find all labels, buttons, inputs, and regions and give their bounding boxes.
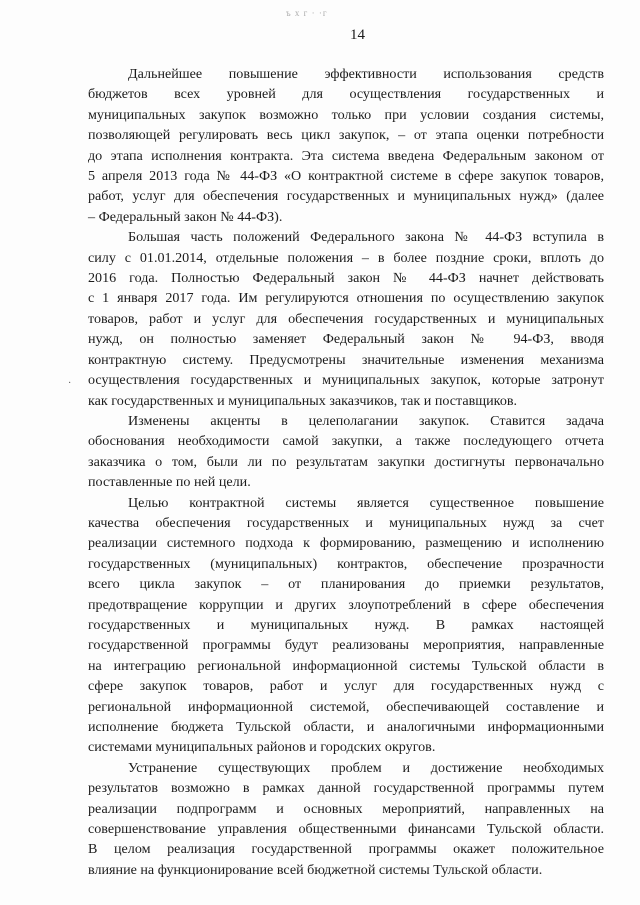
text-line: реализации системного подхода к формированию, размещению и исполнению	[88, 535, 604, 552]
text-line: государственных и муниципальных нужд. В рамках настоящей	[88, 616, 604, 633]
text-line: – Федеральный закон № 44-ФЗ).	[88, 208, 283, 225]
paragraph	[88, 64, 604, 227]
text-line: совершенствование управления общественными финансами Тульской области.	[88, 821, 604, 838]
text-line: на интеграцию региональной информационной системы Тульской области в	[88, 657, 604, 674]
text-line: до этапа исполнения контракта. Эта система введена Федеральным законом от	[88, 147, 604, 164]
text-line: результатов возможно в рамках данной государственной программы путем	[88, 780, 604, 797]
text-line: Большая часть положений Федерального закона № 44-ФЗ вступила в	[128, 229, 604, 246]
text-line: как государственных и муниципальных заказчиков, так и поставщиков.	[88, 392, 518, 409]
text-line: бюджетов всех уровней для осуществления государственных и	[88, 86, 604, 103]
text-line: региональной информационной системой, обеспечивающей составление и	[88, 698, 604, 715]
text-line: обоснования необходимости самой закупки, а также последующего отчета	[88, 433, 604, 450]
text-line: муниципальных закупок возможно только при условии создания системы,	[88, 106, 604, 123]
margin-mark: ·	[68, 378, 72, 389]
text-line: позволяющей регулировать весь цикл закупок, – от этапа оценки потребности	[88, 127, 604, 144]
paragraph	[88, 227, 604, 411]
body-text	[88, 64, 604, 880]
scan-mark: ъ х г · ·г	[286, 8, 328, 18]
text-line: Устранение существующих проблем и достижение необходимых	[128, 759, 604, 776]
text-line: товаров, работ и услуг для обеспечения государственных и муниципальных	[88, 310, 604, 327]
text-line: с 1 января 2017 года. Им регулируются отношения по осуществлению закупок	[88, 290, 604, 307]
text-line: 2016 года. Полностью Федеральный закон № 44-ФЗ начнет действовать	[88, 270, 604, 287]
text-line: государственной программы будут реализованы мероприятия, направленные	[88, 637, 604, 654]
text-line: осуществления государственных и муниципальных закупок, которые затронут	[88, 372, 604, 389]
text-line: качества обеспечения государственных и муниципальных нужд за счет	[88, 514, 604, 531]
text-line: силу с 01.01.2014, отдельные положения – в более поздние сроки, вплоть до	[88, 249, 604, 266]
text-line: Дальнейшее повышение эффективности использования средств	[128, 66, 604, 82]
text-line: сфере закупок товаров, работ и услуг для государственных нужд с	[88, 678, 604, 695]
text-line: контрактную систему. Предусмотрены значительные изменения механизма	[88, 351, 604, 368]
text-line: заказчика о том, были ли по результатам закупки достигнуты первоначально	[88, 453, 604, 470]
text-line: поставленные по ней цели.	[88, 474, 251, 491]
text-line: реализации подпрограмм и основных мероприятий, направленных на	[88, 800, 604, 817]
text-line: влияние на функционирование всей бюджетной системы Тульской области.	[88, 861, 543, 878]
text-line: В целом реализация государственной программы окажет положительное	[88, 841, 604, 858]
text-line: Целью контрактной системы является существенное повышение	[128, 494, 604, 511]
text-line: всего цикла закупок – от планирования до приемки результатов,	[88, 576, 604, 593]
page-number: 14	[350, 27, 365, 43]
paragraph	[88, 493, 604, 758]
text-line: Изменены акценты в целеполагании закупок. Ставится задача	[128, 412, 604, 429]
text-line: исполнение бюджета Тульской области, и аналогичными информационными	[88, 719, 604, 735]
text-line: предотвращение коррупции и других злоупотреблений в сфере обеспечения	[88, 596, 604, 613]
text-line: государственных (муниципальных) контрактов, обеспечение прозрачности	[88, 555, 604, 572]
text-line: работ, услуг для обеспечения государственных и муниципальных нужд» (далее	[88, 188, 604, 205]
text-line: нужд, он полностью заменяет Федеральный закон № 94-ФЗ, вводя	[88, 331, 604, 348]
text-line: 5 апреля 2013 года № 44-ФЗ «О контрактной системе в сфере закупок товаров,	[88, 168, 604, 185]
paragraph	[88, 411, 604, 493]
paragraph	[88, 758, 604, 880]
text-line: системами муниципальных районов и городских округов.	[88, 739, 436, 756]
